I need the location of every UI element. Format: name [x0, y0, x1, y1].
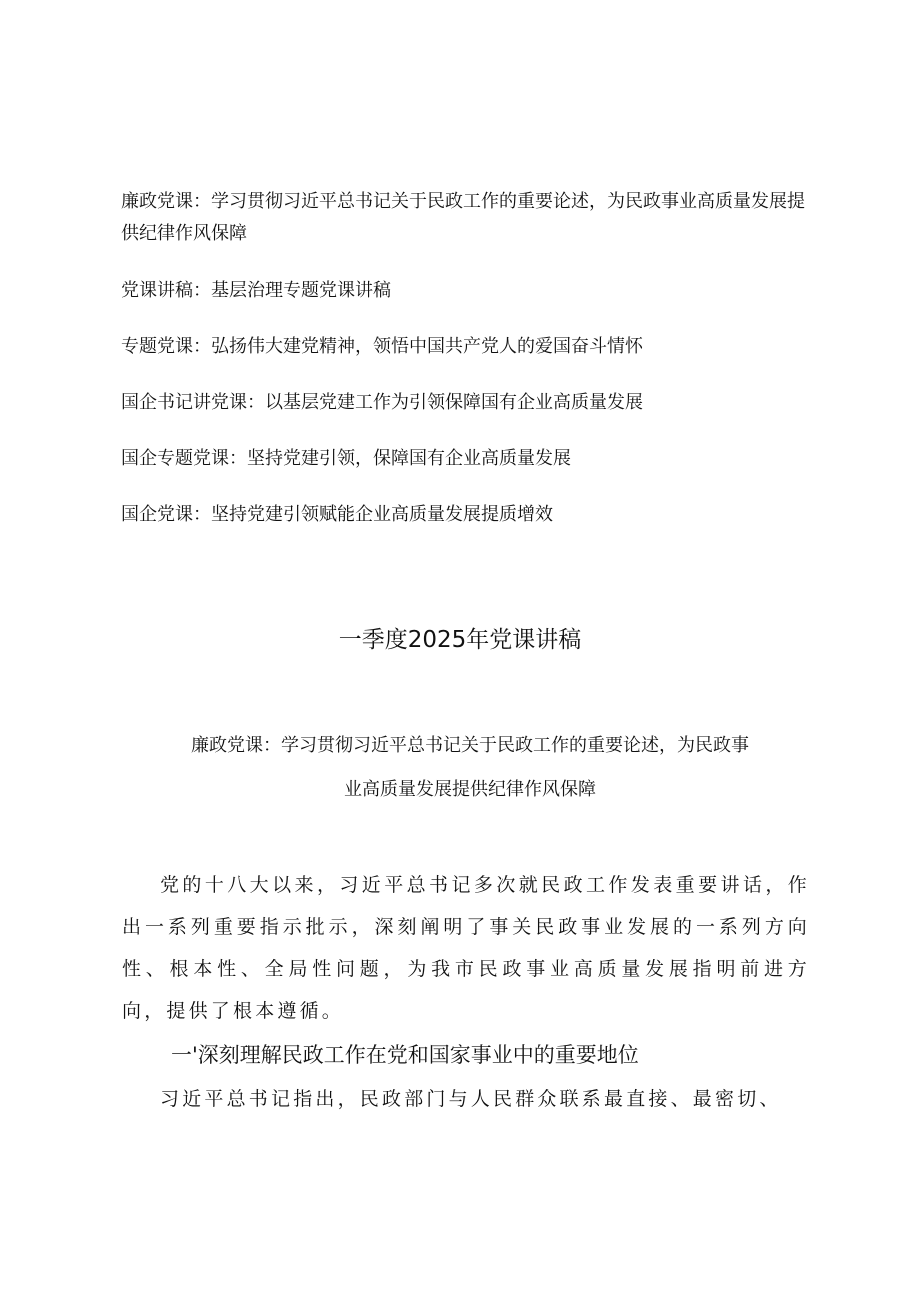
lecture-title [140, 724, 800, 812]
section-heading: 一'深刻理解民政工作在党和国家事业中的重要地位 [171, 1043, 639, 1067]
toc-item-6[interactable]: 国企党课：坚持党建引领赋能企业高质量发展提质增效 [121, 504, 553, 525]
toc-item-3[interactable]: 专题党课：弘扬伟大建党精神，领悟中国共产党人的爱国奋斗情怀 [121, 336, 643, 357]
toc-item-5[interactable]: 国企专题党课：坚持党建引领，保障国有企业高质量发展 [121, 448, 571, 469]
toc-item-1[interactable]: 廉政党课：学习贯彻习近平总书记关于民政工作的重要论述，为民政事业高质量发展提供纪律作风保障 [121, 191, 805, 244]
lecture-title-line-1: 廉政党课：学习贯彻习近平总书记关于民政工作的重要论述，为民政事 [191, 735, 749, 756]
toc-item-4[interactable]: 国企书记讲党课：以基层党建工作为引领保障国有企业高质量发展 [121, 392, 643, 413]
lecture-title-line-2: 业高质量发展提供纪律作风保障 [344, 779, 596, 800]
body-text-continued [122, 1078, 822, 1120]
paragraph-intro: 党的十八大以来，习近平总书记多次就民政工作发表重要讲话，作出一系列重要指示批示，深刻阐明了事关民政事业发展的一系列方向性、根本性、全局性问题，为我市民政事业高质量发展指明前进方向，提供了根本遵循。 [122, 874, 810, 1022]
document-title: 一季度2025年党课讲稿 [338, 627, 582, 653]
body-text [122, 864, 810, 1032]
paragraph-section-1: 习近平总书记指出，民政部门与人民群众联系最直接、最密切、 [160, 1088, 782, 1110]
toc-item-2[interactable]: 党课讲稿：基层治理专题党课讲稿 [121, 280, 391, 301]
table-of-contents [121, 186, 821, 555]
